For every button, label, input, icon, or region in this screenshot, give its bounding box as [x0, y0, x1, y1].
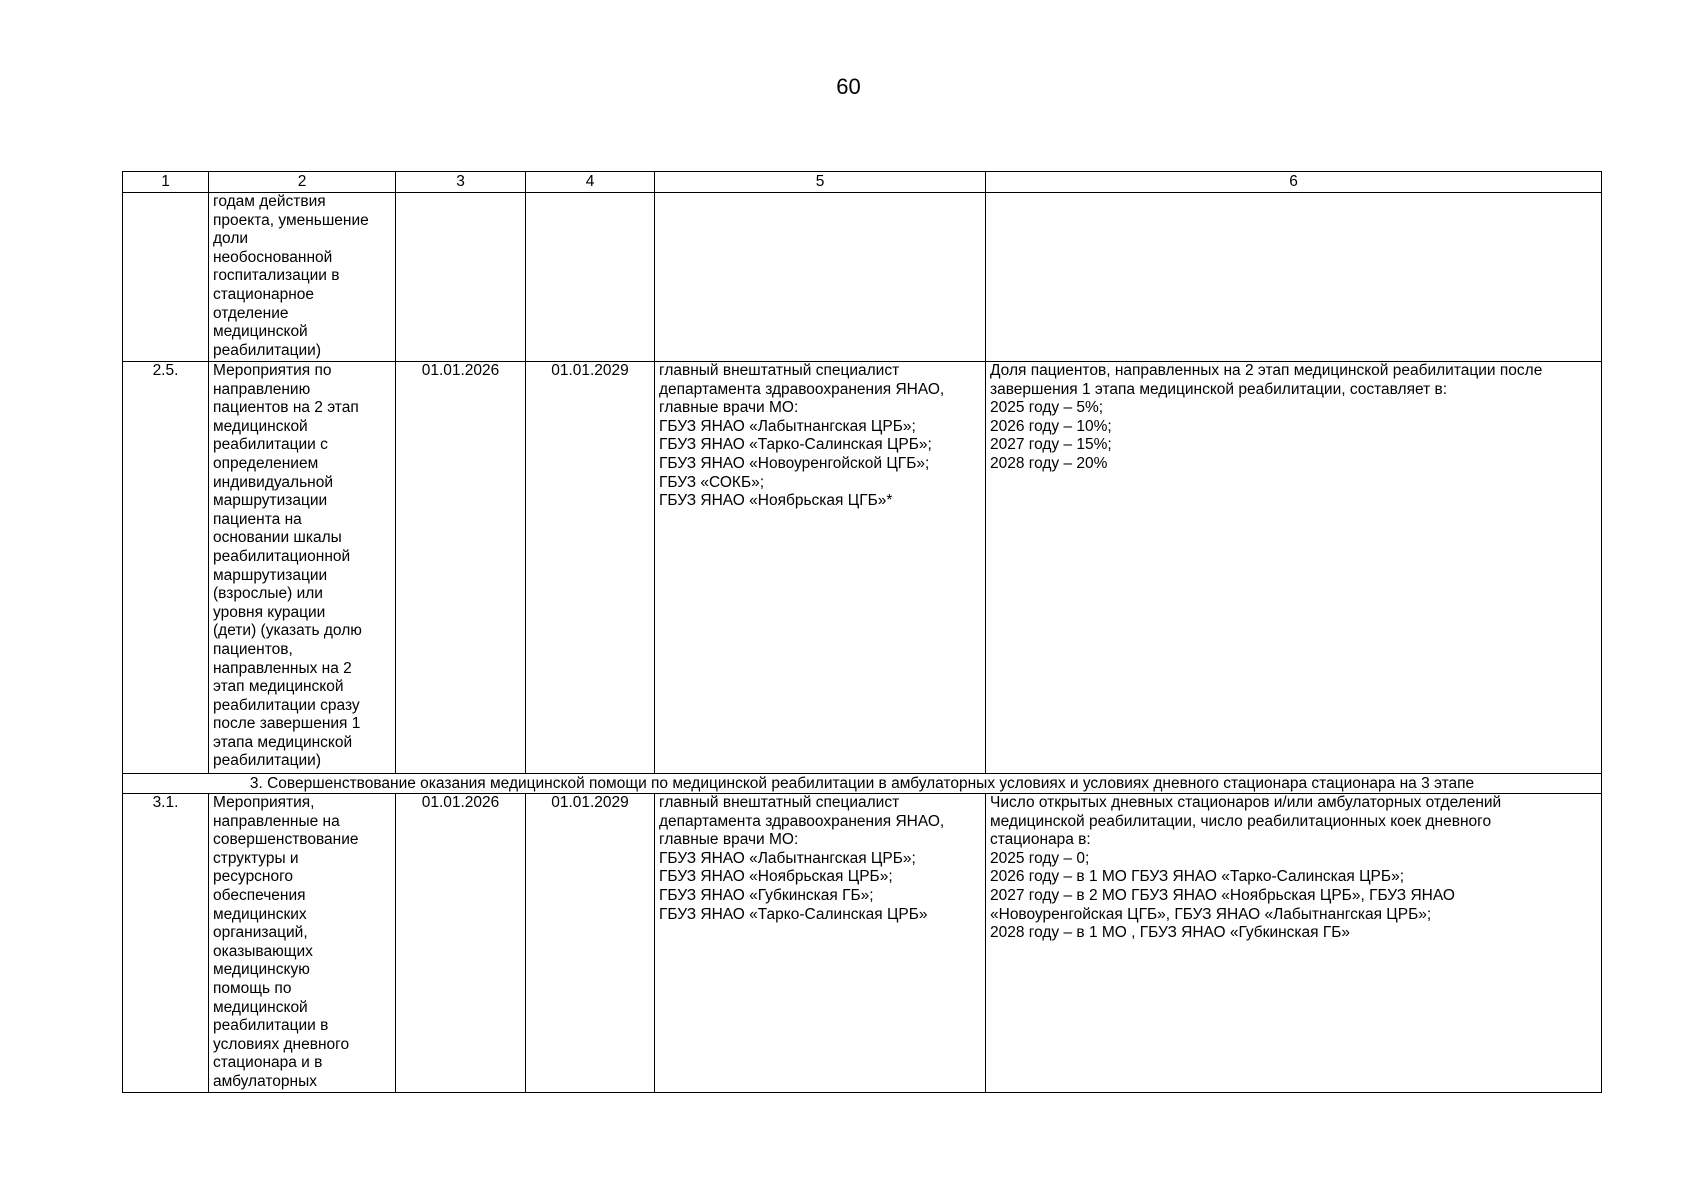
- column-header: 5: [655, 172, 986, 193]
- responsible-cell: главный внештатный специалист департамента здравоохранения ЯНАО, главные врачи МО: ГБУЗ ЯНАО «Лабытнангская ЦРБ»; ГБУЗ ЯНАО «Ноябрьская ЦРБ»; ГБУЗ ЯНАО «Губкинская ГБ»; ГБУЗ ЯНАО «Тарко-Салинская ЦРБ»: [655, 794, 986, 1093]
- measure-title-cell: годам действия проекта, уменьшение доли необоснованной госпитализации в стационарное отделение медицинской реабилитации): [209, 193, 396, 362]
- column-header: 3: [396, 172, 526, 193]
- responsible-cell: [655, 193, 986, 362]
- measure-title-cell: Мероприятия по направлению пациентов на 2 этап медицинской реабилитации с определением индивидуальной маршрутизации пациента на основании шкалы реабилитационной маршрутизации (взрослые) или уровня курации (дети) (указать долю пациентов, направленных на 2 этап медицинской реабилитации сразу после завершения 1 этапа медицинской реабилитации): [209, 362, 396, 774]
- column-header: 6: [986, 172, 1602, 193]
- measure-title-cell: Мероприятия, направленные на совершенствование структуры и ресурсного обеспечения медицинских организаций, оказывающих медицинскую помощь по медицинской реабилитации в условиях дневного стационара и в амбулаторных: [209, 794, 396, 1093]
- result-cell: Доля пациентов, направленных на 2 этап медицинской реабилитации после завершения 1 этапа медицинской реабилитации, составляет в: 2025 году – 5%; 2026 году – 10%; 2027 году – 15%; 2028 году – 20%: [986, 362, 1602, 774]
- responsible-cell: главный внештатный специалист департамента здравоохранения ЯНАО, главные врачи МО: ГБУЗ ЯНАО «Лабытнангская ЦРБ»; ГБУЗ ЯНАО «Тарко-Салинская ЦРБ»; ГБУЗ ЯНАО «Новоуренгойской ЦГБ»; ГБУЗ «СОКБ»; ГБУЗ ЯНАО «Ноябрьская ЦГБ»*: [655, 362, 986, 774]
- start-date-cell: 01.01.2026: [396, 794, 526, 1093]
- end-date-cell: [526, 193, 655, 362]
- page-number: 60: [836, 74, 861, 99]
- row-number-cell: 3.1.: [123, 794, 209, 1093]
- column-header: 1: [123, 172, 209, 193]
- result-cell: [986, 193, 1602, 362]
- table-row-continuation: [123, 193, 1602, 362]
- table-row-3-1: [123, 794, 1602, 1093]
- row-number-cell: [123, 193, 209, 362]
- end-date-cell: 01.01.2029: [526, 794, 655, 1093]
- result-cell: Число открытых дневных стационаров и/или амбулаторных отделений медицинской реабилитации, число реабилитационных коек дневного стационара в: 2025 году – 0; 2026 году – в 1 МО ГБУЗ ЯНАО «Тарко-Салинская ЦРБ»; 2027 году – в 2 МО ГБУЗ ЯНАО «Ноябрьская ЦРБ», ГБУЗ ЯНАО «Новоуренгойская ЦГБ», ГБУЗ ЯНАО «Лабытнангская ЦРБ»; 2028 году – в 1 МО , ГБУЗ ЯНАО «Губкинская ГБ»: [986, 794, 1602, 1093]
- column-number-header: [123, 172, 1602, 193]
- start-date-cell: 01.01.2026: [396, 362, 526, 774]
- end-date-cell: 01.01.2029: [526, 362, 655, 774]
- column-header: 4: [526, 172, 655, 193]
- column-header: 2: [209, 172, 396, 193]
- section-3-row: [123, 774, 1602, 794]
- table-row-2-5: [123, 362, 1602, 774]
- section-heading: 3. Совершенствование оказания медицинской помощи по медицинской реабилитации в амбулаторных условиях и условиях дневного стационара стационара на 3 этапе: [123, 774, 1602, 794]
- start-date-cell: [396, 193, 526, 362]
- measures-table: [122, 171, 1602, 1093]
- row-number-cell: 2.5.: [123, 362, 209, 774]
